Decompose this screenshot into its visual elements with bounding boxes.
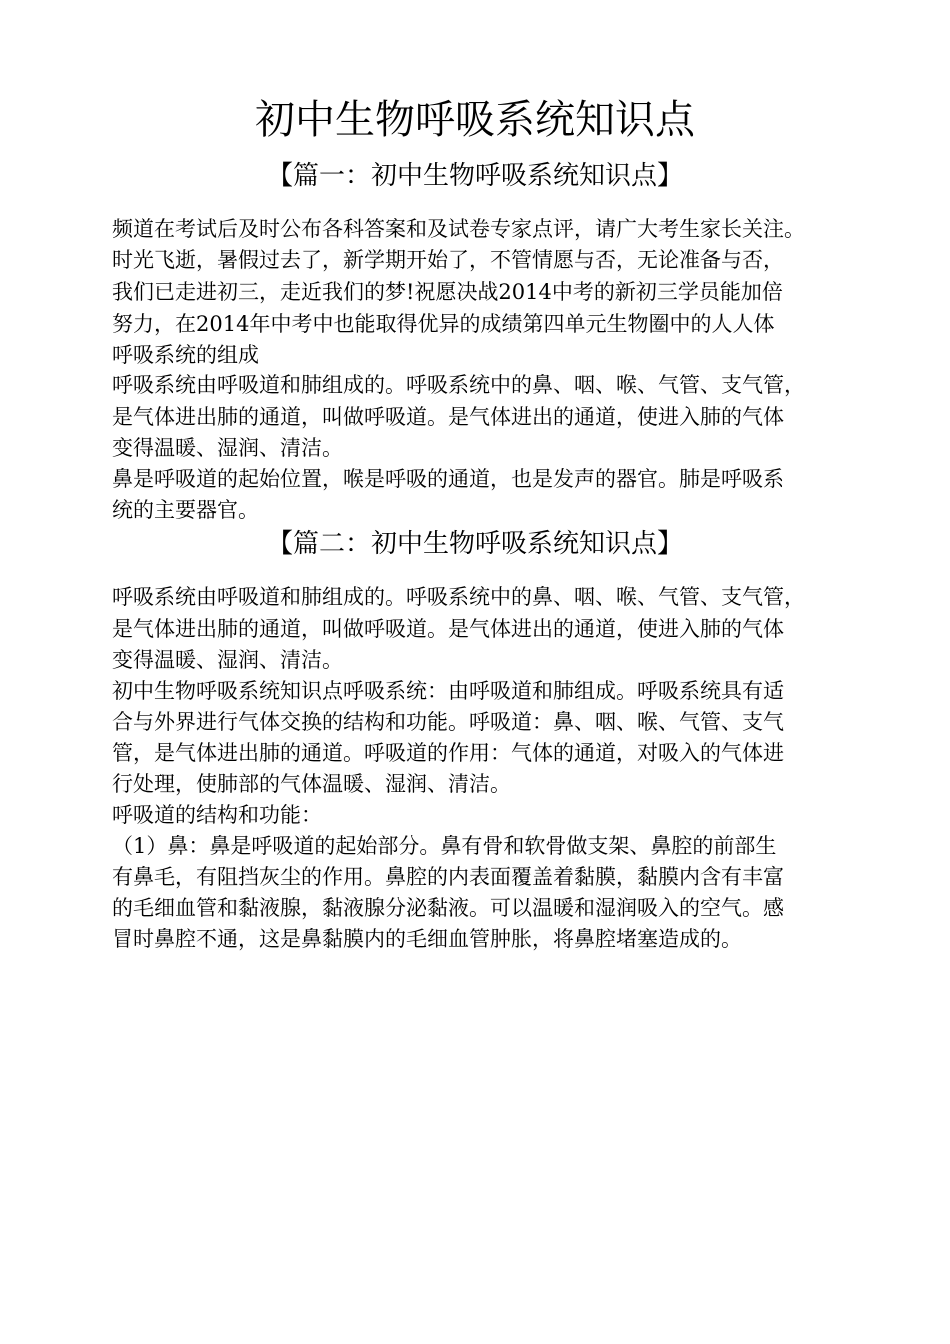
- section-2-line: 初中生物呼吸系统知识点呼吸系统：由呼吸道和肺组成。呼吸系统具有适: [112, 679, 784, 703]
- section-1-line: 呼吸系统由呼吸道和肺组成的。呼吸系统中的鼻、咽、喉、气管、支气管，: [112, 373, 805, 397]
- section-2-heading: 【篇二：初中生物呼吸系统知识点】: [266, 529, 683, 559]
- section-2-line: 冒时鼻腔不通，这是鼻黏膜内的毛细血管肿胀，将鼻腔堵塞造成的。: [112, 927, 742, 951]
- section-2-line: 管，是气体进出肺的通道。呼吸道的作用：气体的通道，对吸入的气体进: [112, 741, 784, 765]
- section-1-line: 统的主要器官。: [112, 498, 259, 522]
- section-2-line: 合与外界进行气体交换的结构和功能。呼吸道：鼻、咽、喉、气管、支气: [112, 710, 784, 734]
- section-1-line: 努力，在2014年中考中也能取得优异的成绩第四单元生物圈中的人人体: [112, 312, 775, 336]
- section-1-line: 我们已走进初三，走近我们的梦!祝愿决战2014中考的新初三学员能加倍: [112, 280, 783, 304]
- section-2-line: 有鼻毛，有阻挡灰尘的作用。鼻腔的内表面覆盖着黏膜，黏膜内含有丰富: [112, 865, 784, 889]
- section-2-line: 的毛细血管和黏液腺，黏液腺分泌黏液。可以温暖和湿润吸入的空气。感: [112, 896, 784, 920]
- section-2-line: 呼吸道的结构和功能：: [112, 803, 322, 827]
- section-1-line: 频道在考试后及时公布各科答案和及试卷专家点评，请广大考生家长关注。: [112, 217, 805, 241]
- section-1-line: 鼻是呼吸道的起始位置，喉是呼吸的通道，也是发声的器官。肺是呼吸系: [112, 467, 784, 491]
- section-1-line: 变得温暖、湿润、清洁。: [112, 436, 343, 460]
- section-2-line: 是气体进出肺的通道，叫做呼吸道。是气体进出的通道，使进入肺的气体: [112, 617, 784, 641]
- section-1-line: 是气体进出肺的通道，叫做呼吸道。是气体进出的通道，使进入肺的气体: [112, 405, 784, 429]
- section-1-heading: 【篇一：初中生物呼吸系统知识点】: [266, 161, 683, 191]
- section-1-line: 呼吸系统的组成: [112, 343, 259, 367]
- page-title: 初中生物呼吸系统知识点: [255, 97, 695, 143]
- section-2-line: 呼吸系统由呼吸道和肺组成的。呼吸系统中的鼻、咽、喉、气管、支气管，: [112, 585, 805, 609]
- section-2-line: 行处理，使肺部的气体温暖、湿润、清洁。: [112, 772, 511, 796]
- section-2-line: 变得温暖、湿润、清洁。: [112, 648, 343, 672]
- section-2-line: （1）鼻：鼻是呼吸道的起始部分。鼻有骨和软骨做支架、鼻腔的前部生: [112, 834, 777, 858]
- section-1-line: 时光飞逝，暑假过去了，新学期开始了，不管情愿与否，无论准备与否，: [112, 248, 784, 272]
